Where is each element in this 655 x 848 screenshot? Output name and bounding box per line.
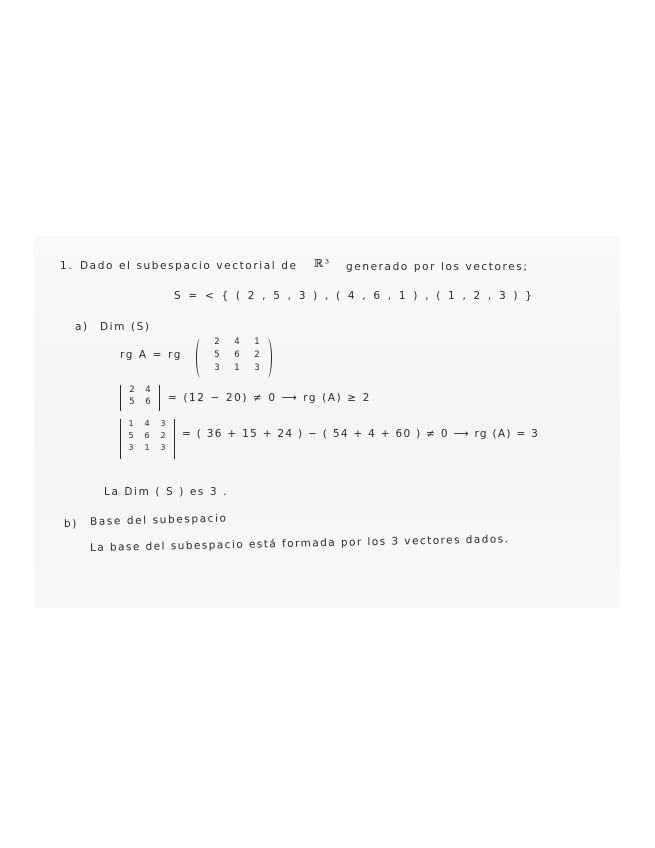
minor3-cell: 1: [144, 443, 150, 452]
minor3-cell: 3: [160, 419, 166, 428]
part-b-title: Base del subespacio: [89, 512, 228, 528]
part-a-label: a): [75, 321, 89, 333]
set-definition: S = < { ( 2 , 5 , 3 ) , ( 4 , 6 , 1 ) , ( 1 , 2 , 3 ) }: [174, 290, 535, 302]
minor3-cell: 2: [160, 431, 166, 440]
minor3-right-bar: [174, 419, 175, 459]
problem-statement-end: generado por los vectores;: [346, 261, 529, 273]
matrix-a: [207, 337, 267, 373]
part-a-conclusion: La Dim ( S ) es 3 .: [104, 486, 229, 498]
matrix-a-cell: 3: [254, 363, 260, 373]
matrix-a-cell: 5: [214, 350, 220, 360]
minor2-result: = (12 − 20) ≠ 0 ⟶ rg (A) ≥ 2: [168, 392, 371, 404]
matrix-a-cell: 1: [234, 363, 240, 373]
part-b-label: b): [64, 518, 78, 530]
minor2-cell: 5: [129, 397, 135, 407]
minor3-cell: 4: [144, 419, 150, 428]
matrix-a-cell: 3: [214, 363, 220, 373]
problem-statement: Dado el subespacio vectorial de: [80, 260, 298, 272]
minor2-left-bar: [120, 385, 121, 411]
problem-number: 1.: [60, 260, 74, 272]
rank-expression: rg A = rg: [120, 349, 182, 361]
minor3-cell: 5: [128, 431, 134, 440]
minor3-cell: 3: [160, 443, 166, 452]
minor2-cell: 4: [145, 385, 151, 395]
minor-3x3: [123, 419, 171, 452]
minor2-cell: 2: [129, 385, 135, 395]
matrix-a-cell: 4: [234, 337, 240, 347]
vector-space-symbol: ℝ³: [314, 257, 331, 270]
minor3-cell: 3: [128, 443, 134, 452]
matrix-a-cell: 2: [254, 350, 260, 360]
matrix-a-cell: 1: [254, 337, 260, 347]
matrix-a-cell: 6: [234, 350, 240, 360]
minor3-cell: 6: [144, 431, 150, 440]
matrix-right-paren: [263, 338, 272, 378]
minor3-left-bar: [120, 419, 121, 459]
minor3-cell: 1: [128, 419, 134, 428]
minor2-cell: 6: [145, 397, 151, 407]
minor2-right-bar: [159, 385, 160, 411]
part-a-title: Dim (S): [100, 321, 151, 333]
minor-2x2: [124, 385, 156, 407]
part-b-answer: La base del subespacio está formada por los 3 vectores dados.: [89, 533, 510, 554]
minor3-result: = ( 36 + 15 + 24 ) − ( 54 + 4 + 60 ) ≠ 0 ⟶ rg (A) = 3: [182, 428, 540, 440]
matrix-left-paren: [196, 338, 205, 378]
matrix-a-cell: 2: [214, 337, 220, 347]
